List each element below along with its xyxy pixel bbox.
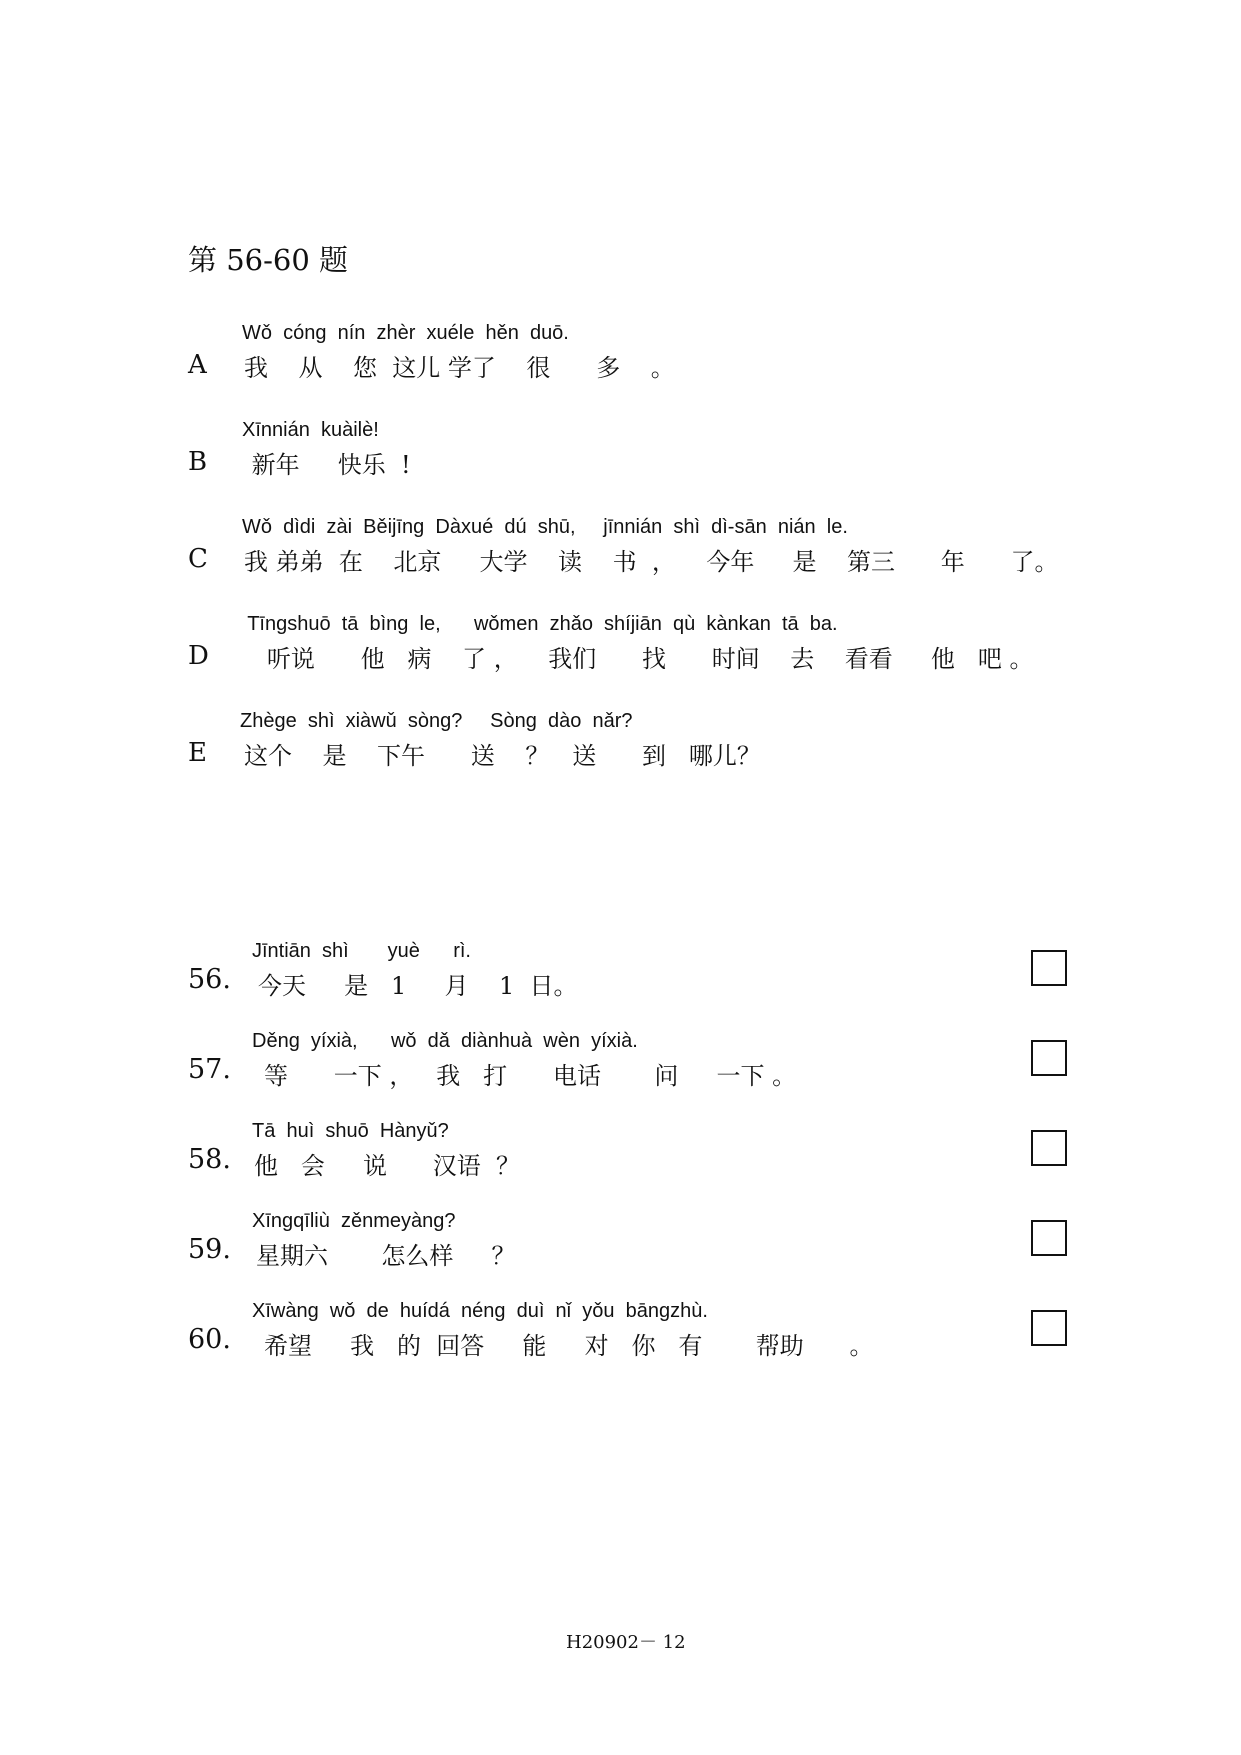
question-pinyin: Jīntiān shì yuè rì.	[252, 940, 471, 962]
question-number: 58.	[188, 1144, 231, 1175]
option-hanzi: 新年 快乐 !	[244, 451, 411, 479]
question-number: 57.	[188, 1054, 231, 1085]
question-hanzi: 今天 是 1 月 1 日。	[258, 972, 578, 1000]
option-label: E	[188, 738, 207, 768]
option-pinyin: Wǒ cóng nín zhèr xuéle hěn duō.	[242, 322, 569, 344]
answer-box-57[interactable]	[1031, 1040, 1067, 1076]
answer-box-58[interactable]	[1031, 1130, 1067, 1166]
question-number: 60.	[188, 1324, 231, 1355]
answer-box-59[interactable]	[1031, 1220, 1067, 1256]
option-label: B	[188, 447, 208, 477]
option-hanzi: 这个 是 下午 送 ？ 送 到 哪儿？	[244, 742, 761, 770]
question-pinyin: Děng yíxià, wǒ dǎ diànhuà wèn yíxià.	[252, 1030, 638, 1052]
question-hanzi: 等 一下 ， 我 打 电话 问 一下 。	[264, 1062, 797, 1090]
question-hanzi: 他 会 说 汉语 ？	[254, 1152, 521, 1180]
answer-box-60[interactable]	[1031, 1310, 1067, 1346]
question-pinyin: Tā huì shuō Hànyǔ?	[252, 1120, 449, 1142]
question-number: 59.	[188, 1234, 231, 1265]
section-title: 第 56-60 题	[188, 243, 349, 277]
option-pinyin: Xīnnián kuàilè!	[242, 419, 379, 441]
option-label: C	[188, 544, 208, 574]
option-label: A	[188, 350, 207, 380]
option-hanzi: 听说 他 病 了 ， 我们 找 时间 去 看看 他 吧 。	[244, 645, 1034, 673]
page-footer: H20902－ 12	[566, 1632, 686, 1653]
question-pinyin: Xīngqīliù zěnmeyàng?	[252, 1210, 456, 1232]
option-pinyin: Tīngshuō tā bìng le, wǒmen zhǎo shíjiān qù kànkan tā ba.	[242, 613, 838, 635]
question-hanzi: 希望 我 的 回答 能 对 你 有 帮助 。	[264, 1332, 874, 1360]
option-label: D	[188, 641, 209, 671]
option-hanzi: 我 弟弟 在 北京 大学 读 书 ， 今年 是 第三 年 了。	[244, 548, 1059, 576]
option-hanzi: 我 从 您 这儿 学了 很 多 。	[244, 354, 675, 382]
question-number: 56.	[188, 964, 231, 995]
option-pinyin: Zhège shì xiàwǔ sòng? Sòng dào nǎr?	[240, 710, 633, 732]
answer-box-56[interactable]	[1031, 950, 1067, 986]
question-hanzi: 星期六 怎么样 ？	[256, 1242, 516, 1270]
question-pinyin: Xīwàng wǒ de huídá néng duì nǐ yǒu bāngzhù.	[252, 1300, 708, 1322]
option-pinyin: Wǒ dìdi zài Běijīng Dàxué dú shū, jīnnián shì dì-sān nián le.	[242, 516, 848, 538]
